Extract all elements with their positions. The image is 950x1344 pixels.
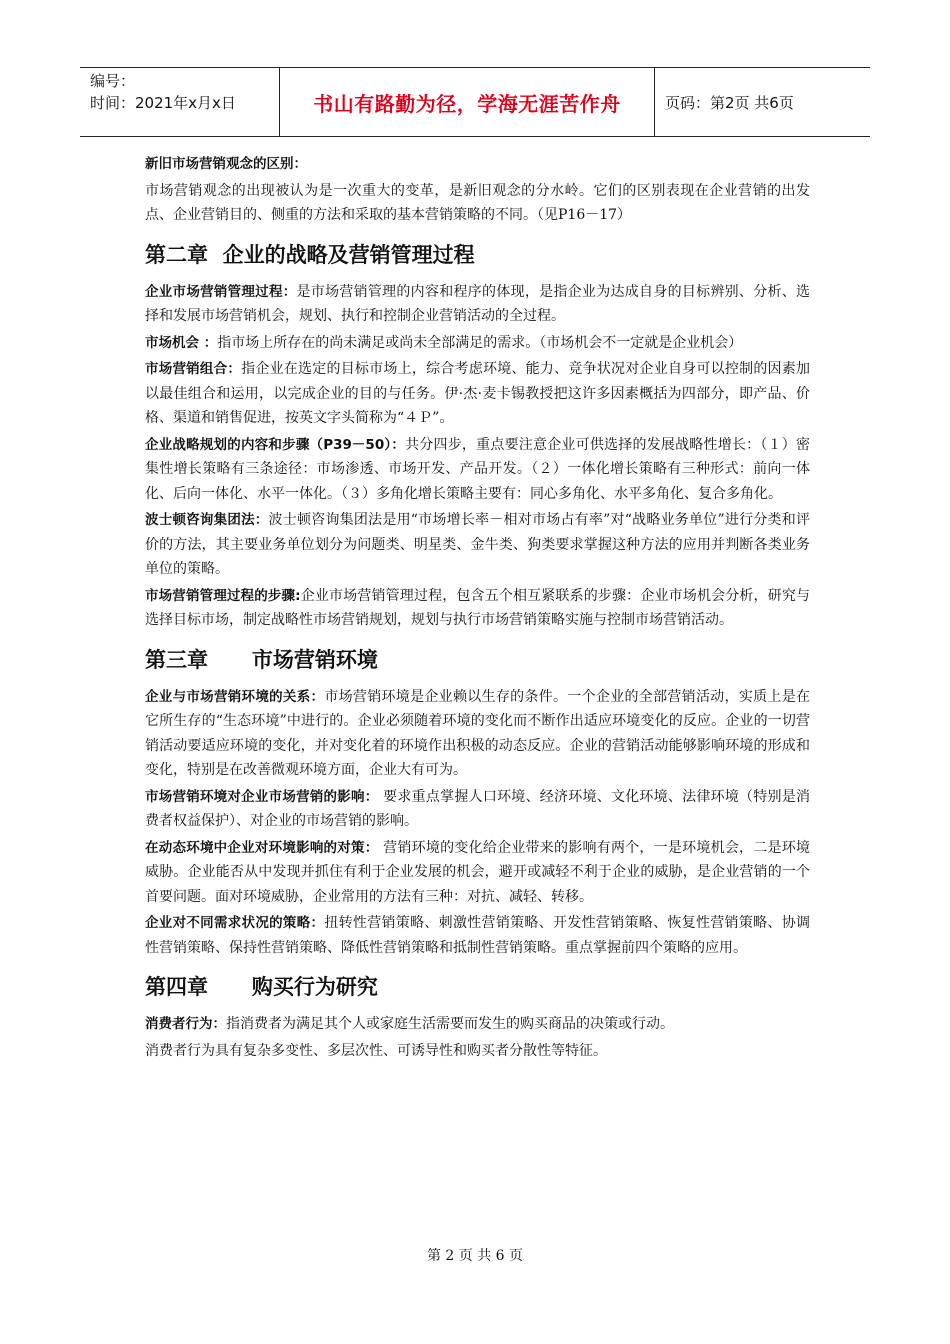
paragraph: 市场营销观念的出现被认为是一次重大的变革，是新旧观念的分水岭。它们的区别表现在企业营销的出发点、企业营销目的、侧重的方法和采取的基本营销策略的不同。（见P16－17） [145,182,810,223]
paragraph [145,433,810,507]
definition: 指消费者为满足其个人或家庭生活需要而发生的购买商品的决策或行动。 [226,1016,674,1032]
paragraph [145,584,810,633]
chapter-heading: 第三章 市场营销环境 [145,647,378,672]
definition: 营销环境的变化给企业带来的影响有两个，一是环境机会，二是环境威胁。企业能否从中发现并抓住有利于企业发展的机会，避开或减轻不利于企业的威胁，是企业营销的一个首要问题。面对环境威胁，企业常用的方法有三种：对抗、减轻、转移。 [145,839,810,905]
definition: 共分四步，重点要注意企业可供选择的发展战略性增长：（１）密集性增长策略有三条途径：市场渗透、市场开发、产品开发。（２）一体化增长策略有三种形式：前向一体化、后向一体化、水平一体化。（３）多角化增长策略主要有：同心多角化、水平多角化、复合多角化。 [145,436,810,502]
page-footer: 第 2 页 共 6 页 [426,1248,524,1264]
paragraph: 消费者行为具有复杂多变性、多层次性、可诱导性和购买者分散性等特征。 [145,1042,607,1059]
definition: 扭转性营销策略、刺激性营销策略、开发性营销策略、恢复性营销策略、协调性营销策略、保持性营销策略、降低性营销策略和抵制性营销策略。重点掌握前四个策略的应用。 [145,915,811,956]
term: 新旧市场营销观念的区别： [145,156,307,172]
term: 市场营销组合： [145,361,242,377]
term: 企业市场营销管理过程： [145,283,297,300]
term: 企业与市场营销环境的关系： [145,688,325,705]
term: 企业战略规划的内容和步骤（P39－50）： [145,436,406,453]
paragraph [145,685,810,783]
definition: 波士顿咨询集团法是用“市场增长率－相对市场占有率”对“战略业务单位”进行分类和评价的方法，其主要业务单位划分为问题类、明星类、金牛类、狗类要求掌握这种方法的应用并判断各类业务单位的策略。 [145,512,810,577]
term: 消费者行为： [145,1016,226,1032]
definition: 要求重点掌握人口环境、经济环境、文化环境、法律环境（特别是消费者权益保护）、对企业的市场营销的影响。 [145,788,810,829]
term: 企业对不同需求状况的策略： [145,915,325,931]
term: 在动态环境中企业对环境影响的对策： [145,839,379,856]
paragraph [145,785,810,834]
term: 市场机会 ： [145,334,218,351]
definition: 指市场上所存在的尚未满足或尚未全部满足的需求。（市场机会不一定就是企业机会） [217,334,743,351]
page-header [80,67,870,137]
term: 市场营销管理过程的步骤: [145,587,301,604]
chapter-heading: 第四章 购买行为研究 [145,975,378,999]
page-label: 页码：第2页 共6页 [665,93,794,112]
paragraph [145,508,810,582]
paragraph [145,280,810,329]
definition: 市场营销环境是企业赖以生存的条件。一个企业的全部营销活动，实质上是在它所生存的“生态环境”中进行的。企业必须随着环境的变化而不断作出适应环境变化的反应。企业的一切营销活动要适应环境的变化，并对变化着的环境作出积极的动态反应。企业的营销活动能够影响环境的形成和变化，特别是在改善微观环境方面，企业大有可为。 [145,688,811,778]
time-label: 时间：2021年x月x日 [90,94,236,112]
definition: 指企业在选定的目标市场上，综合考虑环境、能力、竞争状况对企业自身可以控制的因素加以最佳组合和运用，以完成企业的目的与任务。伊·杰·麦卡锡教授把这许多因素概括为四部分，即产品、价格、渠道和销售促进，按英文字头简称为“４Ｐ”。 [145,361,811,426]
paragraph [145,911,810,960]
paragraph [145,1012,810,1037]
term: 市场营销环境对企业市场营销的影响： [145,788,379,805]
definition: 企业市场营销管理过程，包含五个相互紧联系的步骤：企业市场机会分析，研究与选择目标市场，制定战略性市场营销规划，规划与执行市场营销策略实施与控制市场营销活动。 [145,587,810,628]
term: 波士顿咨询集团法： [145,512,269,528]
paragraph [145,152,810,177]
motto: 书山有路勤为径，学海无涯苦作舟 [280,68,655,136]
paragraph [145,331,810,356]
definition: 是市场营销管理的内容和程序的体现，是指企业为达成自身的目标辨别、分析、选择和发展市场营销机会，规划、执行和控制企业营销活动的全过程。 [145,283,811,324]
number-label: 编号： [90,72,136,90]
header-meta [80,68,280,136]
chapter-heading: 第二章 企业的战略及营销管理过程 [145,242,475,267]
paragraph [145,836,810,910]
paragraph [145,357,810,431]
document-body [145,152,810,1065]
